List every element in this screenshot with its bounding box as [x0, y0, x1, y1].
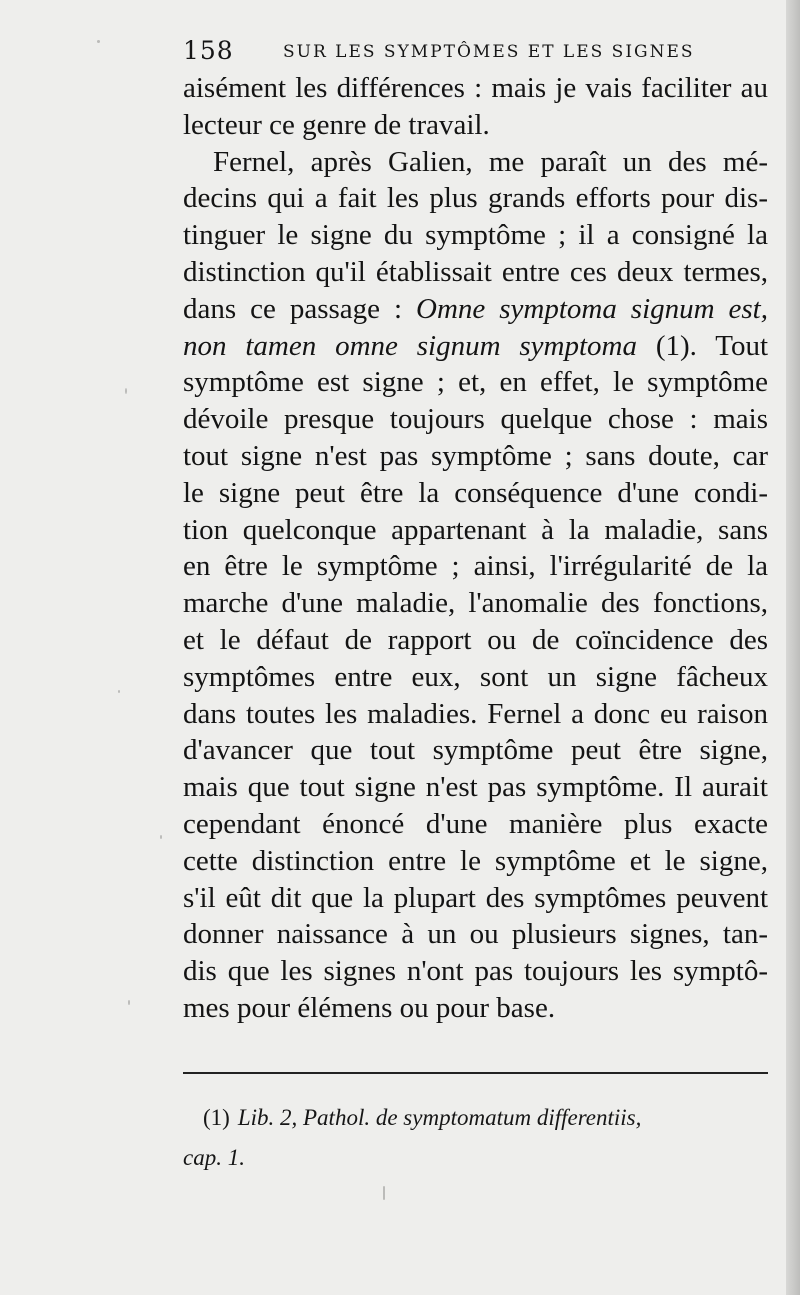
text-line: d'avancer que tout symptôme peut être signe, [183, 734, 768, 767]
text-segment: dans ce passage : [183, 292, 403, 325]
paper-speck [125, 388, 127, 394]
text-line: en être le symptôme ; ainsi, l'irrégularité de la [183, 550, 768, 583]
text-line [183, 291, 768, 328]
text-line: distinction qu'il établissait entre ces deux termes, [183, 255, 768, 288]
paper-speck [128, 1000, 130, 1005]
footnote-line: cap. 1. [183, 1145, 245, 1170]
footnote-line [183, 1098, 768, 1138]
text-line: le signe peut être la conséquence d'une condi- [183, 476, 768, 509]
text-line: decins qui a fait les plus grands efforts pour dis- [183, 182, 768, 215]
text-line: dans toutes les maladies. Fernel a donc eu raison [183, 697, 768, 730]
text-line: donner naissance à un ou plusieurs signes, tan- [183, 918, 768, 951]
text-line: tinguer le signe du symptôme ; il a consigné la [183, 219, 768, 252]
text-line: cette distinction entre le symptôme et le signe, [183, 844, 768, 877]
page-edge-shadow [786, 0, 800, 1295]
footnote [183, 1098, 768, 1178]
footnote-citation: Lib. 2, Pathol. de symptomatum differentiis, [237, 1105, 642, 1130]
text-line: s'il eût dit que la plupart des symptômes peuvent [183, 881, 768, 914]
text-line: dévoile presque toujours quelque chose : mais [183, 403, 768, 436]
paper-speck [118, 690, 120, 693]
page-number: 158 [183, 36, 234, 65]
text-line: dis que les signes n'ont pas toujours les symptô- [183, 955, 768, 988]
latin-quotation: Omne symptoma signum est, [416, 292, 768, 325]
footnote-separator [183, 1072, 768, 1074]
footnote-marker: (1) [203, 1105, 230, 1130]
text-line: marche d'une maladie, l'anomalie des fonctions, [183, 587, 768, 620]
body-text [183, 70, 768, 1027]
text-line: mais que tout signe n'est pas symptôme. Il aurait [183, 771, 768, 804]
running-head: SUR LES SYMPTÔMES ET LES SIGNES [283, 42, 695, 62]
paper-speck [160, 835, 162, 839]
text-line: et le défaut de rapport ou de coïncidence des [183, 623, 768, 656]
text-line: symptômes entre eux, sont un signe fâcheux [183, 660, 768, 693]
paper-speck [383, 1186, 385, 1200]
latin-quotation: non tamen omne signum symptoma [183, 329, 637, 362]
text-line: tout signe n'est pas symptôme ; sans doute, car [183, 439, 768, 472]
text-line: symptôme est signe ; et, en effet, le symptôme [183, 366, 768, 399]
text-line: mes pour élémens ou pour base. [183, 991, 556, 1024]
text-line [183, 328, 768, 365]
text-line: Fernel, après Galien, me paraît un des mé- [213, 145, 768, 178]
text-line: cependant énoncé d'une manière plus exacte [183, 807, 768, 840]
text-line: lecteur ce genre de travail. [183, 108, 490, 141]
text-line: tion quelconque appartenant à la maladie, sans [183, 513, 768, 546]
paper-speck [97, 40, 100, 43]
text-line: aisément les différences : mais je vais faciliter au [183, 72, 768, 104]
footnote-reference: (1). Tout [655, 329, 769, 362]
